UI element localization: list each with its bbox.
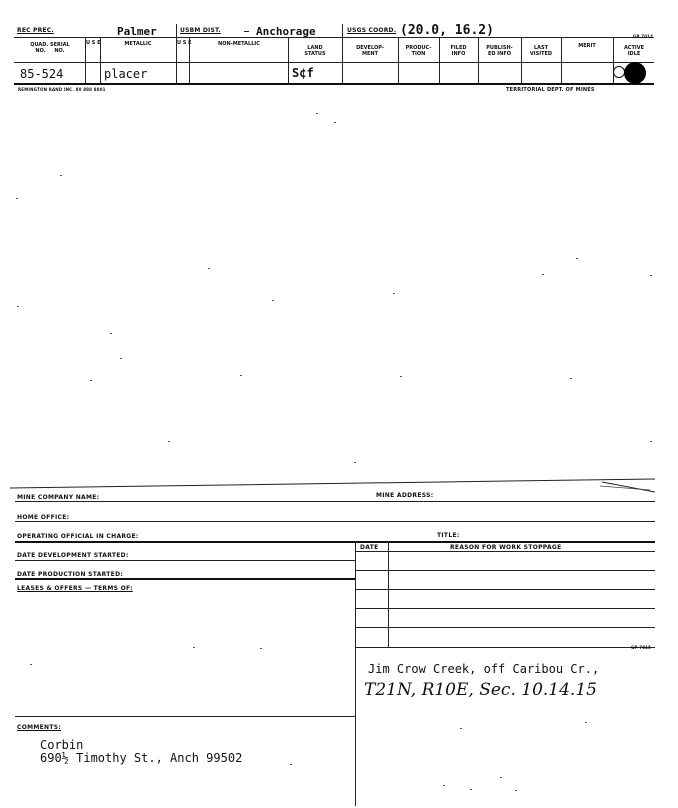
mine-company-name-label: MINE COMPANY NAME: bbox=[17, 494, 100, 501]
col-non-metallic: NON-METALLIC bbox=[218, 41, 260, 47]
col-metallic: METALLIC bbox=[124, 41, 152, 47]
reason-column-label: REASON FOR WORK STOPPAGE bbox=[450, 544, 562, 551]
usgs-coord-value: (20.0, 16.2) bbox=[400, 23, 494, 38]
col-development: DEVELOP- MENT bbox=[356, 45, 384, 57]
form-top-edge bbox=[10, 474, 660, 496]
rec-prec-label: REC PREC. bbox=[17, 27, 54, 34]
date-production-started-label: DATE PRODUCTION STARTED: bbox=[17, 571, 124, 578]
operating-official-label: OPERATING OFFICIAL IN CHARGE: bbox=[17, 533, 139, 540]
usgs-coord-label: USGS COORD. bbox=[347, 27, 397, 34]
form-number-2: GP 7015 bbox=[631, 645, 652, 650]
col-use-2: U S E bbox=[177, 40, 192, 46]
land-status-value: S¢f bbox=[292, 66, 314, 80]
col-production: PRODUC- TION bbox=[405, 45, 432, 57]
comments-line-1: Corbin bbox=[40, 738, 84, 752]
location-handwritten: T21N, R10E, Sec. 10.14.15 bbox=[364, 680, 597, 700]
rec-prec-value: Palmer bbox=[117, 25, 157, 38]
col-active-idle: ACTIVE IDLE bbox=[623, 45, 645, 57]
location-typed: Jim Crow Creek, off Caribou Cr., bbox=[368, 662, 600, 676]
leases-offers-label: LEASES & OFFERS — TERMS OF: bbox=[17, 585, 133, 592]
comments-line-2: 690½ Timothy St., Anch 99502 bbox=[40, 751, 243, 765]
territorial-dept: TERRITORIAL DEPT. OF MINES bbox=[506, 87, 595, 93]
quad-serial-value: 85-524 bbox=[20, 67, 64, 81]
printer-imprint: REMINGTON RAND INC. 80 888 8801 bbox=[18, 87, 106, 92]
col-use-1: U S E bbox=[86, 40, 101, 46]
comments-label: COMMENTS: bbox=[17, 724, 62, 731]
usbm-dist-label: USBM DIST. bbox=[180, 27, 221, 34]
date-column-label: DATE bbox=[360, 544, 379, 551]
col-land-status: LAND STATUS bbox=[304, 45, 326, 57]
form-number: GP 7014 bbox=[633, 34, 654, 39]
home-office-label: HOME OFFICE: bbox=[17, 514, 70, 521]
metallic-value: placer bbox=[104, 67, 148, 81]
active-dot-icon bbox=[624, 62, 646, 84]
dash-mark bbox=[244, 31, 249, 32]
mine-address-label: MINE ADDRESS: bbox=[376, 492, 434, 499]
col-published-info: PUBLISH- ED INFO bbox=[486, 45, 513, 57]
col-merit: MERIT bbox=[578, 43, 596, 49]
col-filed-info: FILED INFO bbox=[450, 45, 467, 57]
usbm-dist-value: Anchorage bbox=[256, 25, 316, 38]
col-last-visited: LAST VISITED bbox=[529, 45, 553, 57]
title-label: TITLE: bbox=[437, 532, 460, 539]
col-quad-serial: QUAD. SERIAL NO. NO. bbox=[30, 42, 70, 54]
date-development-started-label: DATE DEVELOPMENT STARTED: bbox=[17, 552, 129, 559]
